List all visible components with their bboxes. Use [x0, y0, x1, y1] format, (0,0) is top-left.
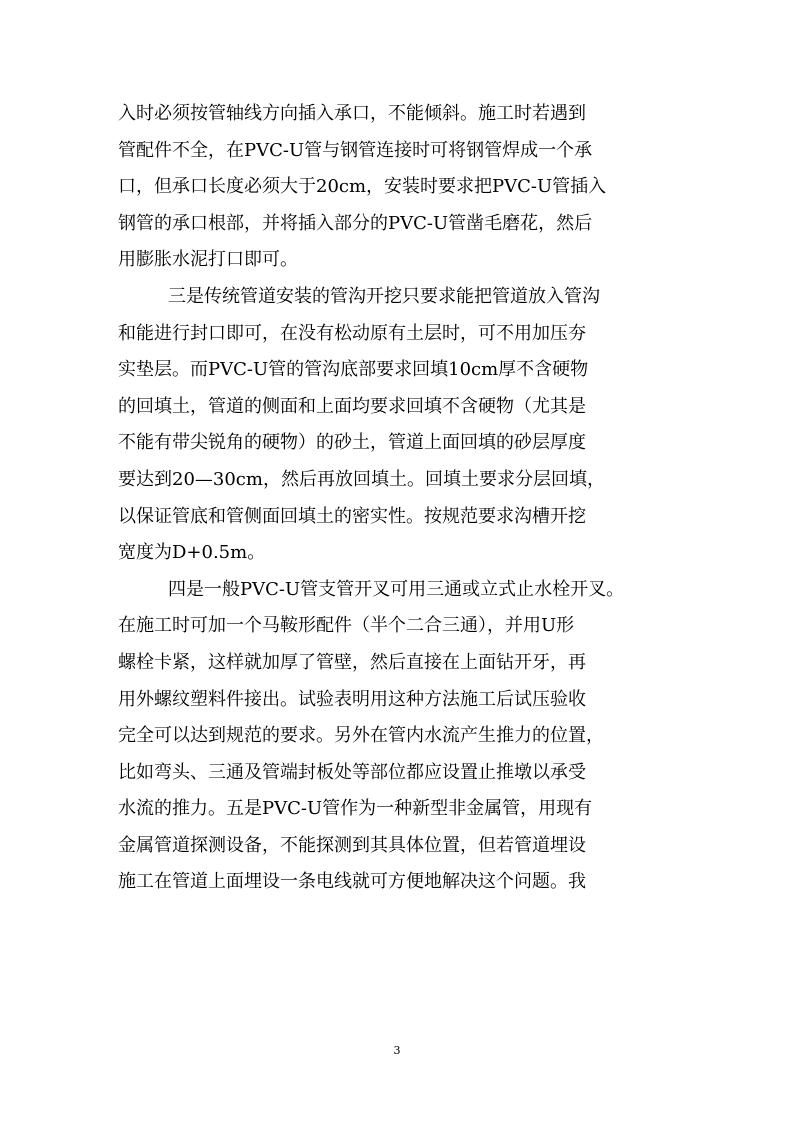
body-line: 要达到20—30cm，然后再放回填土。回填土要求分层回填， — [118, 468, 605, 490]
body-line: 和能进行封口即可，在没有松动原有土层时，可不用加压夯 — [118, 322, 586, 344]
body-line: 入时必须按管轴线方向插入承口，不能倾斜。施工时若遇到 — [118, 103, 586, 124]
body-line: 比如弯头、三通及管端封板处等部位都应设置止推墩以承受 — [118, 761, 586, 783]
body-line: 口，但承口长度必须大于20cm，安装时要求把PVC-U管插入 — [118, 176, 607, 198]
body-line: 实垫层。而PVC-U管的管沟底部要求回填10cm厚不含硬物 — [118, 359, 589, 381]
body-line: 完全可以达到规范的要求。另外在管内水流产生推力的位置， — [118, 725, 604, 747]
body-line: 用外螺纹塑料件接出。试验表明用这种方法施工后试压验收 — [118, 688, 586, 710]
body-line: 钢管的承口根部，并将插入部分的PVC-U管凿毛磨花，然后 — [118, 212, 593, 234]
paragraph-start-line: 四是一般PVC-U管支管开叉可用三通或立式止水栓开叉。 — [168, 578, 625, 600]
body-line: 水流的推力。五是PVC-U管作为一种新型非金属管，用现有 — [118, 798, 593, 820]
document-body — [118, 96, 684, 901]
body-line: 施工在管道上面埋设一条电线就可方便地解决这个问题。我 — [118, 871, 586, 893]
paragraph-start-line: 三是传统管道安装的管沟开挖只要求能把管道放入管沟 — [168, 285, 600, 307]
page-number: 3 — [393, 1044, 401, 1057]
body-line: 金属管道探测设备，不能探测到其具体位置，但若管道埋设 — [118, 834, 586, 856]
body-line: 用膨胀水泥打口即可。 — [118, 249, 298, 271]
body-line: 宽度为D+0.5m。 — [118, 542, 266, 564]
body-line: 螺栓卡紧，这样就加厚了管壁，然后直接在上面钻开牙，再 — [118, 651, 586, 673]
body-line: 以保证管底和管侧面回填土的密实性。按规范要求沟槽开挖 — [118, 505, 586, 527]
body-line: 管配件不全，在PVC-U管与钢管连接时可将钢管焊成一个承 — [118, 139, 593, 161]
body-line: 的回填土，管道的侧面和上面均要求回填不含硬物（尤其是 — [118, 395, 586, 417]
body-line: 不能有带尖锐角的硬物）的砂土，管道上面回填的砂层厚度 — [118, 432, 586, 454]
body-line: 在施工时可加一个马鞍形配件（半个二合三通），并用U形 — [118, 615, 575, 637]
